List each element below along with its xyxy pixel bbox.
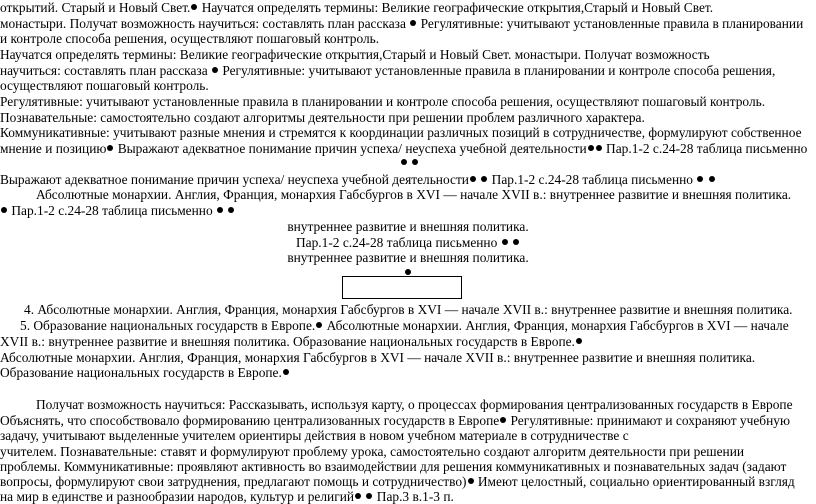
bullet-icon [355, 493, 361, 499]
text-line: научиться: составлять план рассказа Регулятивные: учитывают установленные правила в планировании и контроле способа решения, [0, 63, 776, 78]
text-line: открытий. Старый и Новый Свет. Научатся определять термины: Великие географические открытия,Старый и Новый Свет. [0, 0, 714, 15]
text-line: мнение и позицию Выражают адекватное понимание причин успеха/ неуспеха учебной деятельности Пар.1-2 с.24-28 таблица письменно [0, 141, 808, 156]
bullet-icon [228, 207, 234, 213]
text-line: Абсолютные монархии. Англия, Франция, монархия Габсбургов в XVI — начале XVII в.: внутреннее развитие и внешняя политика. [36, 187, 792, 202]
text-line: Объяснять, что способствовало формированию централизованных государств в Европе Регулятивные: принимают и сохраняют учебную [0, 413, 790, 428]
text-line: Регулятивные: учитывают установленные правила в планировании и контроле способа решения, осуществляют пошаговый контроль. [0, 94, 766, 109]
bullet-icon [405, 269, 411, 275]
bullet-icon [709, 176, 715, 182]
bullet-icon [470, 176, 476, 182]
bullet-icon [191, 4, 197, 10]
bullet-icon [1, 207, 7, 213]
bullet-icon [316, 322, 322, 328]
text-line: XVII в.: внутреннее развитие и внешняя политика. Образование национальных государств в Европе. [0, 334, 583, 349]
bullet-icon [588, 145, 594, 151]
bullet-icon [596, 145, 602, 151]
bullet-icon [401, 159, 407, 165]
bullet-icon [468, 478, 474, 484]
text-line: Познавательные: самостоятельно создают алгоритмы деятельности при решении проблем различного характера. [0, 110, 645, 125]
text-line: вопросы, формулируют свои затруднения, предлагают помощь и сотрудничество) Имеют целостный, социально ориентированный взгляд [0, 474, 795, 489]
text-line: задачу, учитывают выделенные учителем ориентиры действия в новом учебном материале в сотрудничестве с [0, 428, 629, 443]
text-line: Образование национальных государств в Европе. [0, 365, 290, 380]
text-line: проблемы. Коммуникативные: проявляют активность во взаимодействии для решения коммуникативных и познавательных задач (задают [0, 459, 787, 474]
bullet-icon [283, 369, 289, 375]
text-line: 4. Абсолютные монархии. Англия, Франция, монархия Габсбургов в XVI — начале XVII в.: внутреннее развитие и внешняя политика. [24, 302, 793, 317]
text-line: учителем. Познавательные: ставят и формулируют проблему урока, самостоятельно создают алгоритм деятельности при решении [0, 444, 745, 459]
bullet-icon [697, 176, 703, 182]
text-line: 5. Образование национальных государств в Европе. Абсолютные монархии. Англия, Франция, монархия Габсбургов в XVI — начале [20, 318, 789, 333]
text-line: Пар.1-2 с.24-28 таблица письменно [0, 203, 235, 218]
text-line: Получат возможность научиться: Рассказывать, используя карту, о процессах формирования централизованных государств в Европе [36, 397, 793, 412]
bullet-icon [212, 67, 218, 73]
bullet-icon [502, 239, 508, 245]
text-line: и контроле способа решения, осуществляют пошаговый контроль. [0, 31, 380, 46]
bullet-icon [513, 239, 519, 245]
text-line: на мир в единстве и разнообразии народов, культур и религий Пар.3 в.1-3 п. [0, 489, 454, 504]
text-line: монастыри. Получат возможность научиться: составлять план рассказа Регулятивные: учитывают установленные правила в планировании [0, 16, 804, 31]
text-line: Выражают адекватное понимание причин успеха/ неуспеха учебной деятельности Пар.1-2 с.24-28 таблица письменно [0, 172, 716, 187]
empty-frame [342, 276, 462, 299]
text-line: Научатся определять термины: Великие географические открытия,Старый и Новый Свет. монастыри. Получат возможность [0, 47, 710, 62]
bullet-icon [500, 417, 506, 423]
bullet-icon [576, 338, 582, 344]
text-line: Пар.1-2 с.24-28 таблица письменно [0, 235, 816, 250]
bullet-icon [481, 176, 487, 182]
text-line: Абсолютные монархии. Англия, Франция, монархия Габсбургов в XVI — начале XVII в.: внутреннее развитие и внешняя политика. [0, 350, 756, 365]
bullet-icon [410, 20, 416, 26]
text-line: осуществляют пошаговый контроль. [0, 78, 209, 93]
bullet-icon [366, 493, 372, 499]
text-line: внутреннее развитие и внешняя политика. [287, 250, 529, 265]
bullet-icon [412, 159, 418, 165]
bullet-icon [107, 145, 113, 151]
text-line: Коммуникативные: учитывают разные мнения и стремятся к координации различных позиций в сотрудничестве, формулируют собственное [0, 125, 802, 140]
bullet-row [400, 155, 419, 170]
text-line: внутреннее развитие и внешняя политика. [287, 219, 529, 234]
bullet-icon [217, 207, 223, 213]
